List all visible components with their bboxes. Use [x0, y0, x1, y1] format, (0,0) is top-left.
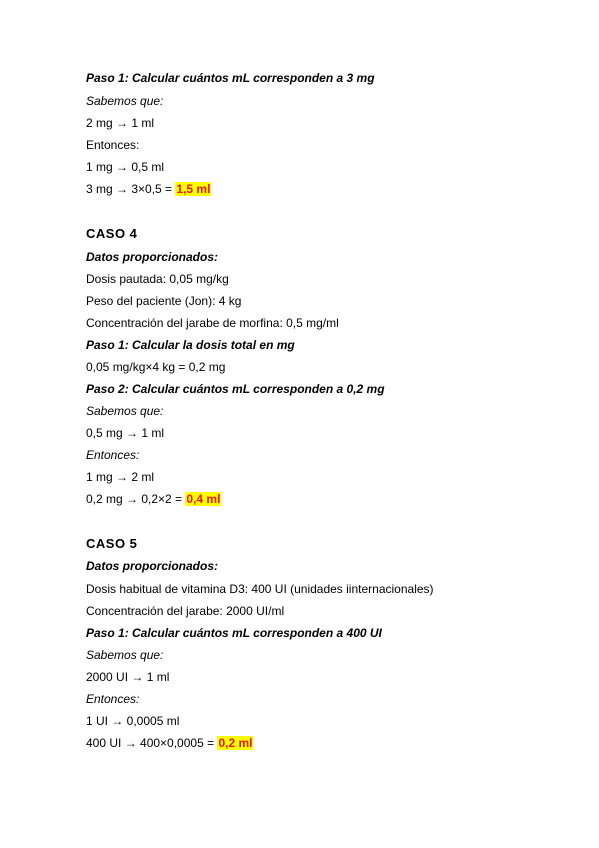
caso4-title: CASO 4 — [86, 226, 138, 241]
caso4-paso2-heading: Paso 2: Calcular cuántos mL corresponden a 0,2 mg — [86, 382, 385, 396]
result-prefix: 0,2 mg → 0,2×2 = — [86, 492, 186, 506]
caso4-equation-line: 1 mg → 2 ml — [86, 470, 155, 484]
caso5-equation-line: 2000 UI → 1 ml — [86, 670, 170, 684]
caso5-title: CASO 5 — [86, 536, 138, 551]
caso4-peso: Peso del paciente (Jon): 4 kg — [86, 294, 242, 308]
caso4-result-line — [86, 492, 221, 506]
caso4-datos-heading: Datos proporcionados: — [86, 250, 219, 264]
result-line — [86, 182, 211, 196]
caso5-datos-heading: Datos proporcionados: — [86, 559, 219, 573]
caso5-equation-line: 1 UI → 0,0005 ml — [86, 714, 180, 728]
highlighted-result: 0,4 ml — [186, 492, 221, 506]
highlighted-result: 1,5 ml — [176, 182, 211, 196]
caso5-dosis: Dosis habitual de vitamina D3: 400 UI (unidades iinternacionales) — [86, 582, 434, 596]
caso4-sabemos-label: Sabemos que: — [86, 404, 164, 418]
caso4-paso1-heading: Paso 1: Calcular la dosis total en mg — [86, 338, 295, 352]
highlighted-result: 0,2 ml — [218, 736, 253, 750]
caso5-entonces-label: Entonces: — [86, 692, 140, 706]
sabemos-label: Sabemos que: — [86, 94, 164, 108]
caso4-equation-line: 0,5 mg → 1 ml — [86, 426, 165, 440]
caso5-result-line — [86, 736, 253, 750]
paso1-heading: Paso 1: Calcular cuántos mL corresponden a 3 mg — [86, 71, 375, 85]
caso5-sabemos-label: Sabemos que: — [86, 648, 164, 662]
entonces-label: Entonces: — [86, 138, 140, 152]
result-prefix: 3 mg → 3×0,5 = — [86, 182, 176, 196]
caso5-paso1-heading: Paso 1: Calcular cuántos mL corresponden a 400 UI — [86, 626, 382, 640]
result-prefix: 400 UI → 400×0,0005 = — [86, 736, 218, 750]
caso4-dosis: Dosis pautada: 0,05 mg/kg — [86, 272, 229, 286]
caso4-concentracion: Concentración del jarabe de morfina: 0,5 mg/ml — [86, 316, 339, 330]
caso4-entonces-label: Entonces: — [86, 448, 140, 462]
equation-line: 1 mg → 0,5 ml — [86, 160, 165, 174]
equation-line: 2 mg → 1 ml — [86, 116, 155, 130]
caso4-calc-dosis: 0,05 mg/kg×4 kg = 0,2 mg — [86, 360, 226, 374]
caso5-concentracion: Concentración del jarabe: 2000 UI/ml — [86, 604, 285, 618]
